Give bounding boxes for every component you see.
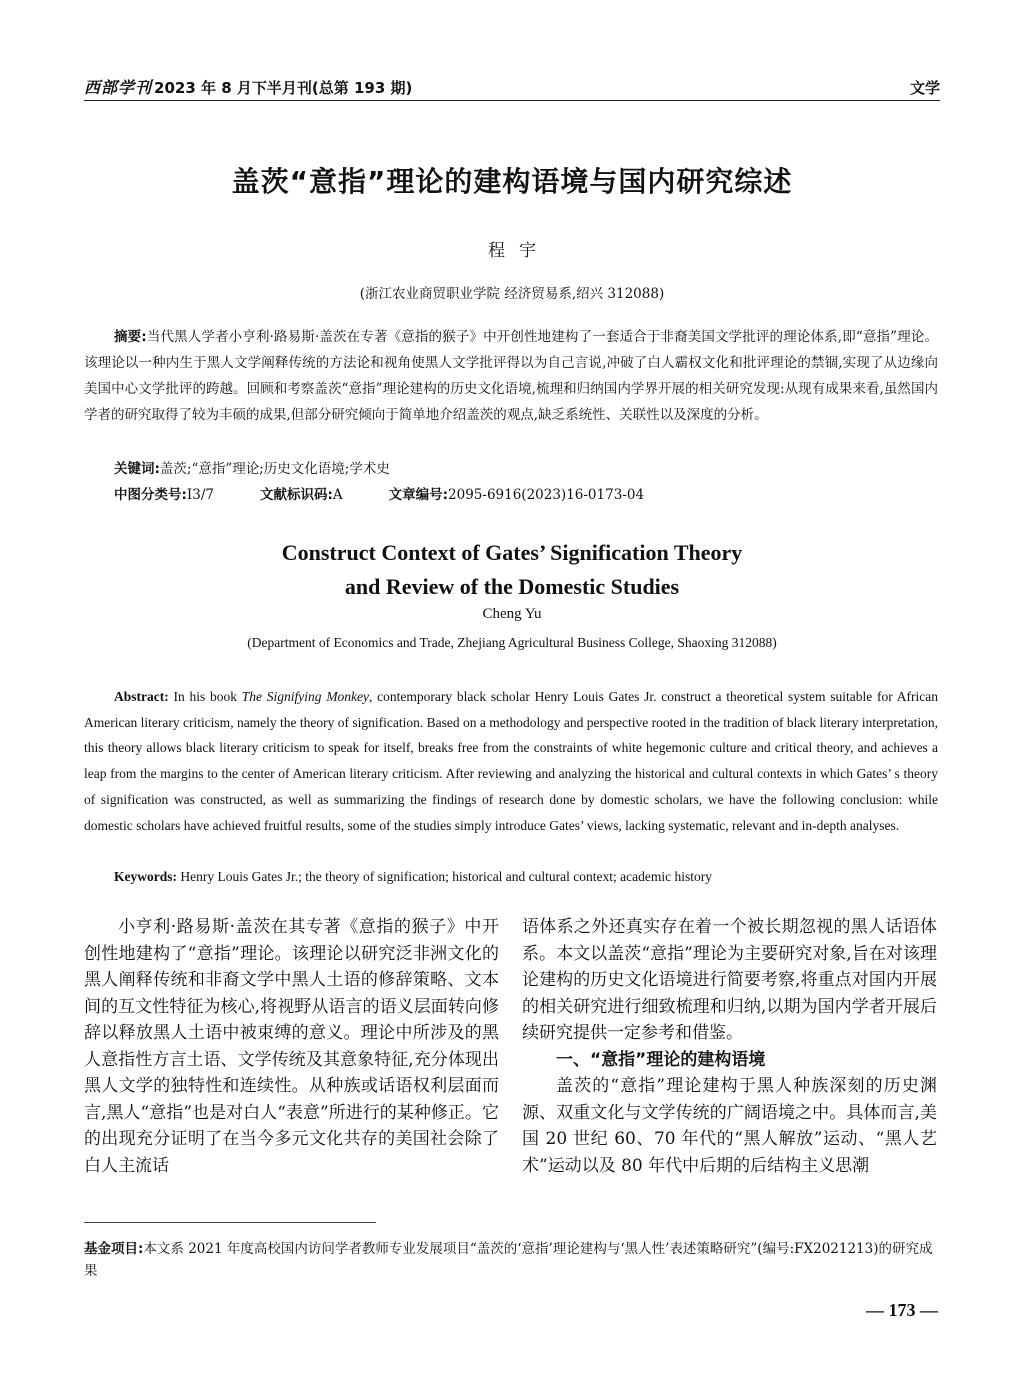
keywords-en-label: Keywords: — [114, 869, 177, 884]
chinese-abstract — [84, 324, 938, 428]
english-title-line-2: and Review of the Domestic Studies — [344, 574, 680, 599]
header-divider — [84, 100, 940, 101]
english-keywords — [114, 866, 938, 888]
body-paragraph: 语体系之外还真实存在着一个被长期忽视的黑人话语体系。本文以盖茨“意指”理论为主要研究对象,旨在对该理论建构的历史文化语境进行简要考察,将重点对国内开展的相关研究进行细致梳理和归纳,以期为国内学者开展后续研究提供一定参考和借鉴。 — [522, 917, 937, 1043]
english-affiliation: (Department of Economics and Trade, Zhejiang Agricultural Business College, Shaoxing 312088) — [247, 635, 777, 650]
running-header — [84, 72, 940, 98]
english-abstract: Abstract: In his book The Signifying Monkey, contemporary black scholar Henry Louis Gates Jr. construct a theoretical system suitable for African American literary criticism, namely the theory of signification. Based on a methodology and perspective rooted in the tradition of black literary interpretation, this theory allows black literary criticism to speak for itself, breaks free from the constraints of white hegemonic culture and critical theory, and achieves a leap from the margins to the center of American literary criticism. After reviewing and analyzing the historical and cultural contexts in which Gates’ s theory of signification was constructed, as well as summarizing the findings of research done by domestic scholars, we have the following conclusion: while domestic scholars have achieved fruitful results, some of the studies simply introduce Gates’ views, lacking systematic, relevant and in-depth analyses. — [84, 689, 939, 833]
body-column-right — [522, 914, 937, 1179]
book-title: The Signifying Monkey — [241, 689, 370, 704]
chinese-affiliation: (浙江农业商贸职业学院 经济贸易系,绍兴 312088) — [359, 286, 665, 302]
english-title — [0, 536, 1024, 604]
journal-issue — [84, 75, 412, 98]
journal-logo: 西部学刊 — [84, 78, 153, 97]
keywords-en-text: Henry Louis Gates Jr.; the theory of signification; historical and cultural context; academic history — [180, 869, 712, 884]
issue-label: 2023 年 8 月下半月刊(总第 193 期) — [154, 79, 413, 97]
footnote-label: 基金项目: — [84, 1241, 144, 1257]
section-label: 文学 — [909, 79, 940, 97]
english-author: Cheng Yu — [482, 606, 542, 622]
page-number: — 173 — — [866, 1300, 938, 1320]
body-paragraph: 小亨利·路易斯·盖茨在其专著《意指的猴子》中开创性地建构了“意指”理论。该理论以研究泛非洲文化的黑人阐释传统和非裔文学中黑人土语的修辞策略、文本间的互文性特征为核心,将视野从语言的语义层面转向修辞以释放黑人土语中被束缚的意义。理论中所涉及的黑人意指性方言土语、文学传统及其意象特征,充分体现出黑人文学的独特性和连续性。从种族或话语权利层面而言,黑人“意指”也是对白人“表意”所进行的某种修正。它的出现充分证明了在当今多元文化共存的美国社会除了白人主流话 — [84, 917, 499, 1176]
keywords-text: 盖茨;“意指”理论;历史文化语境;学术史 — [159, 461, 390, 477]
chinese-title: 盖茨“意指”理论的建构语境与国内研究综述 — [231, 165, 793, 198]
footnote-divider — [84, 1222, 376, 1223]
body-paragraph: 盖茨的“意指”理论建构于黑人种族深刻的历史渊源、双重文化与文学传统的广阔语境之中。具体而言,美国 20 世纪 60、70 年代的“黑人解放”运动、“黑人艺术”运动以及 80 年代中后期的后结构主义思潮 — [522, 1076, 937, 1176]
chinese-author: 程宇 — [488, 241, 550, 261]
keywords-label: 关键词: — [114, 461, 160, 477]
classification-row — [114, 484, 690, 506]
article-number: 文章编号:2095-6916(2023)16-0173-04 — [388, 487, 645, 503]
clc-number: 中图分类号:I3/7 — [114, 487, 214, 503]
abstract-en-label: Abstract: — [114, 689, 169, 704]
chinese-keywords — [114, 458, 938, 480]
abstract-label: 摘要: — [114, 329, 147, 345]
document-code: 文献标识码:A — [259, 487, 343, 503]
footnote-text: 本文系 2021 年度高校国内访问学者教师专业发展项目“盖茨的‘意指’理论建构与‘黑人性’表述策略研究”(编号:FX2021213)的研究成果 — [84, 1241, 933, 1279]
english-title-line-1: Construct Context of Gates’ Signification Theory — [281, 540, 743, 565]
section-heading: 一、“意指”理论的建构语境 — [556, 1049, 766, 1070]
body-column-left — [84, 914, 499, 1179]
abstract-text: 当代黑人学者小亨利·路易斯·盖茨在专著《意指的猴子》中开创性地建构了一套适合于非裔美国文学批评的理论体系,即“意指”理论。该理论以一种内生于黑人文学阐释传统的方法论和视角使黑人文学批评得以为自己言说,冲破了白人霸权文化和批评理论的禁锢,实现了从边缘向美国中心文学批评的跨越。回顾和考察盖茨“意指”理论建构的历史文化语境,梳理和归纳国内学界开展的相关研究发现:从现有成果来看,虽然国内学者的研究取得了较为丰硕的成果,但部分研究倾向于简单地介绍盖茨的观点,缺乏系统性、关联性以及深度的分析。 — [84, 329, 938, 423]
funding-footnote — [84, 1238, 938, 1282]
